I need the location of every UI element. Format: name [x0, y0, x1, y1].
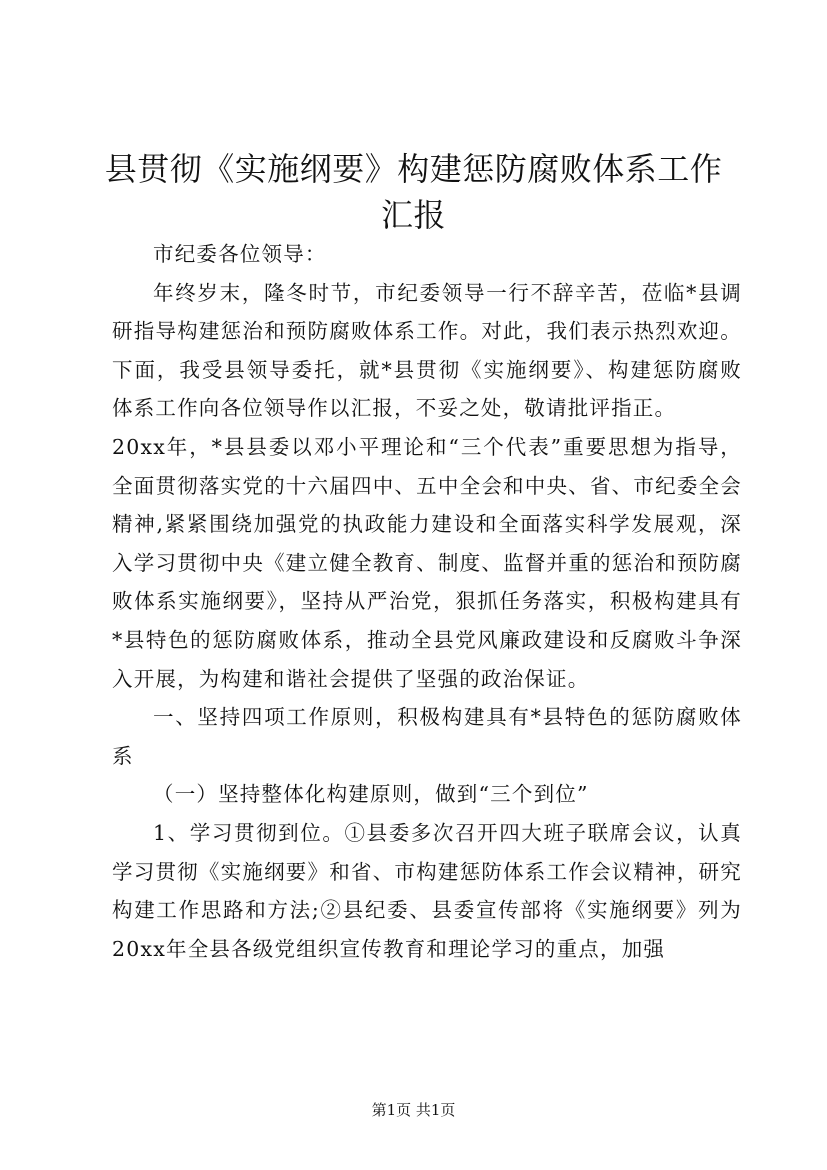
paragraph-summary: 20xx年，*县县委以邓小平理论和“三个代表”重要思想为指导，全面贯彻落实党的十六届四中、五中全会和中央、省、市纪委全会精神,紧紧围绕加强党的执政能力建设和全面落实科学发展观，深入学习贯彻中央《建立健全教育、制度、监督并重的惩治和预防腐败体系实施纲要》，坚持从严治党，狠抓任务落实，积极构建具有*县特色的惩防腐败体系，推动全县党风廉政建设和反腐败斗争深入开展，为构建和谐社会提供了坚强的政治保证。	[112, 434, 742, 691]
section-heading-1: 一、坚持四项工作原则，积极构建具有*县特色的惩防腐败体系	[112, 705, 742, 768]
page-footer: 第1页 共1页	[371, 1101, 456, 1119]
document-title: 县贯彻《实施纲要》构建惩防腐败体系工作汇报	[104, 150, 723, 234]
document-body	[112, 235, 742, 968]
paragraph-intro: 年终岁末，隆冬时节，市纪委领导一行不辞辛苦，莅临*县调研指导构建惩治和预防腐败体系工作。对此，我们表示热烈欢迎。下面，我受县领导委托，就*县贯彻《实施纲要》、构建惩防腐败体系工作向各位领导作以汇报，不妥之处，敬请批评指正。	[112, 280, 742, 421]
salutation: 市纪委各位领导：	[153, 242, 327, 266]
paragraph-item-1: 1、学习贯彻到位。①县委多次召开四大班子联席会议，认真学习贯彻《实施纲要》和省、市构建惩防体系工作会议精神，研究构建工作思路和方法;②县纪委、县委宣传部将《实施纲要》列为20xx年全县各级党组织宣传教育和理论学习的重点，加强	[112, 820, 742, 961]
subsection-heading-1: （一）坚持整体化构建原则，做到“三个到位”	[153, 782, 589, 807]
